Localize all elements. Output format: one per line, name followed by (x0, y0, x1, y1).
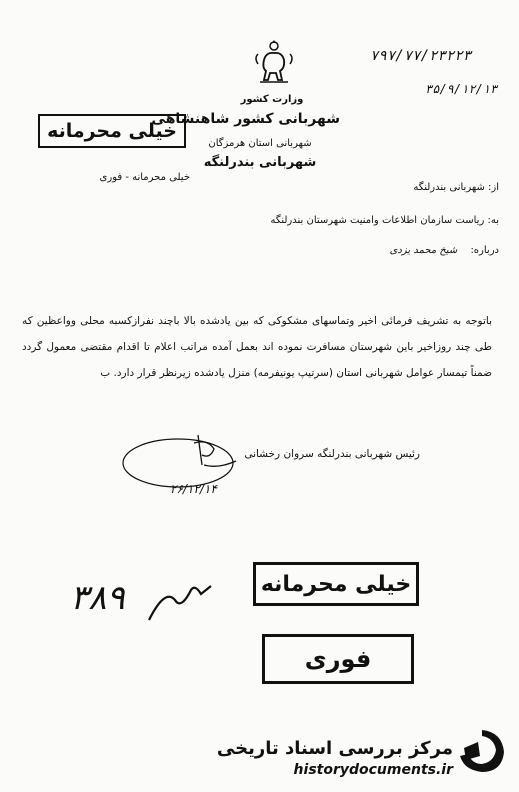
letter-body: باتوجه به تشریف فرمائی اخیر وتماسهای مشکوکی که بین یادشده بالا باچند نفرازکسبه محلی وواعظین که طی چند روزاخیر باین شهرستان مسافرت نموده اند بعمل آمده مراتب اعلام تا اقدام مقتضی معمول گردد ضمناً تیمسار عوامل شهربانی استان (سرتیپ یونیفرمه) منزل یادشده زیرنظر قرار دارد. ب (22, 315, 492, 379)
classification-stamp-bottom: خیلی محرمانه (253, 562, 419, 606)
field-to-value: شهربانی بندرلنگه (413, 182, 485, 193)
field-to-label: از: (488, 182, 499, 193)
handwritten-mark-icon (145, 580, 215, 625)
archive-logo-icon (458, 728, 506, 774)
handwritten-number: ۳۸۹ (70, 578, 125, 618)
lion-and-sun-emblem-icon (252, 38, 296, 86)
signer-line: رئیس شهربانی بندرلنگه سروان رخشانی (244, 448, 420, 460)
field-subject (390, 245, 499, 256)
city-police-line: شهربانی بندرلنگه (203, 155, 317, 170)
classification-stamp-top: خیلی محرمانه (38, 114, 186, 148)
urgent-stamp: فوری (262, 634, 414, 684)
signature-date: ۲۶/۱۲/۱۴ (170, 482, 217, 496)
field-subject-value: شیخ محمد یزدی (389, 245, 458, 256)
archive-url: historydocuments.ir (293, 762, 453, 778)
field-recipient-value: ریاست سازمان اطلاعات وامنیت شهرستان بندرلنگه (270, 215, 485, 226)
field-recipient-label: به: (487, 215, 499, 226)
organization-title: شهربانی کشور شاهنشاهی (151, 111, 340, 127)
field-to (413, 182, 499, 193)
reference-number: ۷۹۷/۷۷/۲۳۲۲۳ (370, 48, 472, 64)
classification-line: خیلی محرمانه - فوری (99, 172, 190, 183)
field-recipient (270, 215, 499, 226)
field-subject-label: درباره: (470, 245, 499, 256)
province-line: شهربانی استان هرمزگان (208, 138, 312, 149)
ministry-name: وزارت کشور (240, 94, 304, 105)
reference-date: ۳۵/۹/۱۲/۱۳ (425, 82, 498, 96)
archive-name: مرکز بررسی اسناد تاریخی (216, 738, 453, 759)
